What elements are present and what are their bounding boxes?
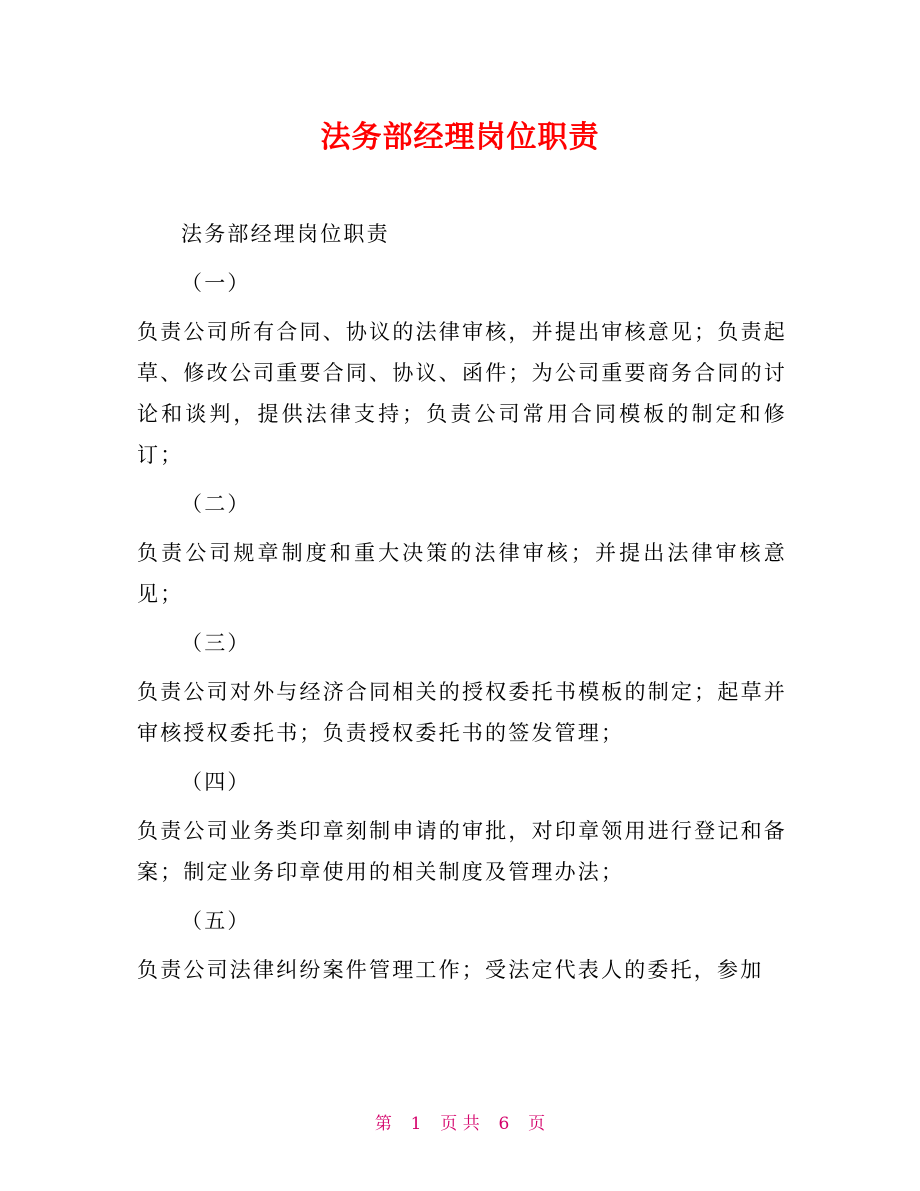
section-text-2: 负责公司规章制度和重大决策的法律审核；并提出法律审核意见；	[137, 541, 787, 606]
document-title: 法务部经理岗位职责	[320, 120, 600, 155]
section-heading-1: （一）	[181, 271, 251, 295]
section-heading-5: （五）	[181, 909, 251, 933]
section-text-4: 负责公司业务类印章刻制申请的审批，对印章领用进行登记和备案；制定业务印章使用的相关制度及管理办法；	[137, 819, 787, 884]
section-text-3: 负责公司对外与经济合同相关的授权委托书模板的制定；起草并审核授权委托书；负责授权委托书的签发管理；	[137, 680, 787, 745]
document-subtitle: 法务部经理岗位职责	[181, 222, 390, 246]
section-heading-3: （三）	[181, 631, 251, 655]
page-footer	[0, 1112, 920, 1136]
section-heading-4: （四）	[181, 770, 251, 794]
footer-page-number: 1	[410, 1114, 422, 1134]
footer-total-pages: 6	[498, 1114, 510, 1134]
section-text-5: 负责公司法律纠纷案件管理工作；受法定代表人的委托，参加	[137, 958, 764, 982]
footer-suffix: 页	[528, 1114, 546, 1134]
footer-middle: 页 共	[440, 1114, 480, 1134]
section-heading-2: （二）	[181, 492, 251, 516]
section-text-1: 负责公司所有合同、协议的法律审核，并提出审核意见；负责起草、修改公司重要合同、协议、函件；为公司重要商务合同的讨论和谈判，提供法律支持；负责公司常用合同模板的制定和修订；	[137, 320, 787, 467]
document-body	[137, 214, 787, 991]
footer-prefix: 第	[374, 1114, 392, 1134]
